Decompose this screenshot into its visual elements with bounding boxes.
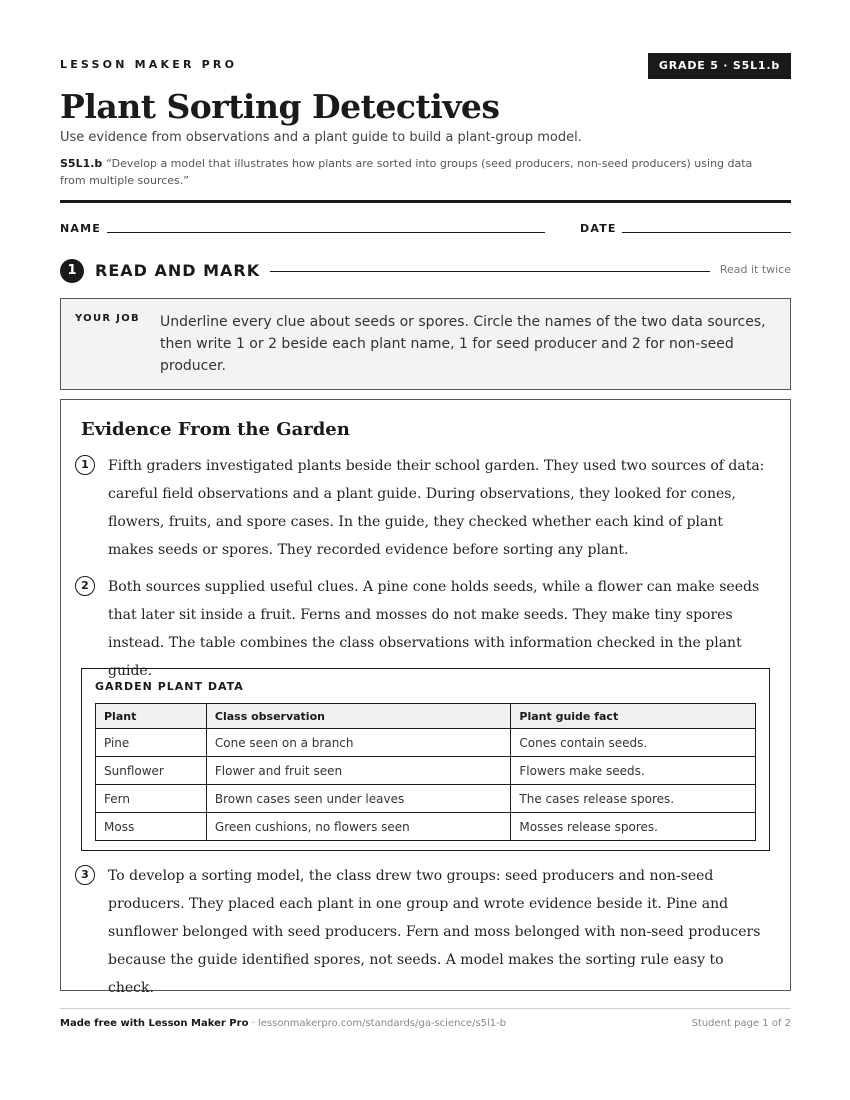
column-header: Class observation [206,704,511,729]
table-cell: Moss [96,813,207,841]
footer-divider [60,1008,791,1009]
section-note: Read it twice [719,263,791,276]
page-subtitle: Use evidence from observations and a plant guide to build a plant-group model. [60,130,582,145]
table-cell: Pine [96,729,207,757]
garden-plant-data-box [81,668,770,851]
brand-name: LESSON MAKER PRO [60,58,238,71]
paragraph-number: 1 [75,455,95,475]
table-cell: Cones contain seeds. [511,729,756,757]
paragraph-1: Fifth graders investigated plants beside their school garden. They used two sources of data: careful field observations and a plant guide. During observations, they looked for cones, flowers, fruits, and spore cases. In the guide, they checked whether each kind of plant makes seeds or spores. They recorded evidence before sorting any plant. [108,458,765,558]
your-job-text: Underline every clue about seeds or spores. Circle the names of the two data sources, then write 1 or 2 beside each plant name, 1 for seed producer and 2 for non-seed producer. [160,314,766,374]
table-cell: Flower and fruit seen [206,757,511,785]
paragraph-number: 3 [75,865,95,885]
table-cell: The cases release spores. [511,785,756,813]
standard-text: “Develop a model that illustrates how plants are sorted into groups (seed producers, non-seed producers) using data from multiple sources.” [60,157,753,187]
passage-title: Evidence From the Garden [81,419,350,440]
footer-credit [60,1018,506,1029]
table-cell: Mosses release spores. [511,813,756,841]
table-cell: Green cushions, no flowers seen [206,813,511,841]
date-field[interactable] [622,232,791,233]
evidence-passage [60,399,791,996]
your-job-label: YOUR JOB [75,313,140,324]
paragraph-number: 2 [75,576,95,596]
section-divider [270,271,710,272]
page-title: Plant Sorting Detectives [60,87,500,126]
date-label: DATE [580,222,617,235]
paragraph-2: Both sources supplied useful clues. A pine cone holds seeds, while a flower can make seeds that later sit inside a fruit. Ferns and mosses do not make seeds. They make tiny spores instead. The table combines the class observations with information checked in the plant guide. [108,579,760,679]
table-row [96,757,756,785]
column-header: Plant [96,704,207,729]
table-row [96,785,756,813]
table-cell: Flowers make seeds. [511,757,756,785]
paragraph-3: To develop a sorting model, the class drew two groups: seed producers and non-seed producers. They placed each plant in one group and wrote evidence beside it. Pine and sunflower belonged with seed producers. Fern and moss belonged with non-seed producers because the guide identified spores, not seeds. A model makes the sorting rule easy to check. [108,868,761,996]
column-header: Plant guide fact [511,704,756,729]
standard-statement [60,155,780,189]
table-cell: Sunflower [96,757,207,785]
table-cell: Cone seen on a branch [206,729,511,757]
footer-made-with: Made free with Lesson Maker Pro [60,1018,249,1029]
table-cell: Brown cases seen under leaves [206,785,511,813]
grade-badge: GRADE 5 · S5L1.b [648,53,791,79]
header-divider [60,200,791,203]
table-cell: Fern [96,785,207,813]
standard-code: S5L1.b [60,157,103,170]
name-field[interactable] [107,232,545,233]
footer-url: · lessonmakerpro.com/standards/ga-science/s5l1-b [251,1018,507,1029]
table-title: GARDEN PLANT DATA [95,680,244,693]
section-number-badge: 1 [60,259,84,283]
table-header-row [96,704,756,729]
table-row [96,729,756,757]
footer-page-number: Student page 1 of 2 [691,1018,791,1029]
garden-plant-data-table [95,703,756,841]
name-label: NAME [60,222,101,235]
section-title: READ AND MARK [95,261,261,280]
your-job-box [60,298,791,390]
table-row [96,813,756,841]
